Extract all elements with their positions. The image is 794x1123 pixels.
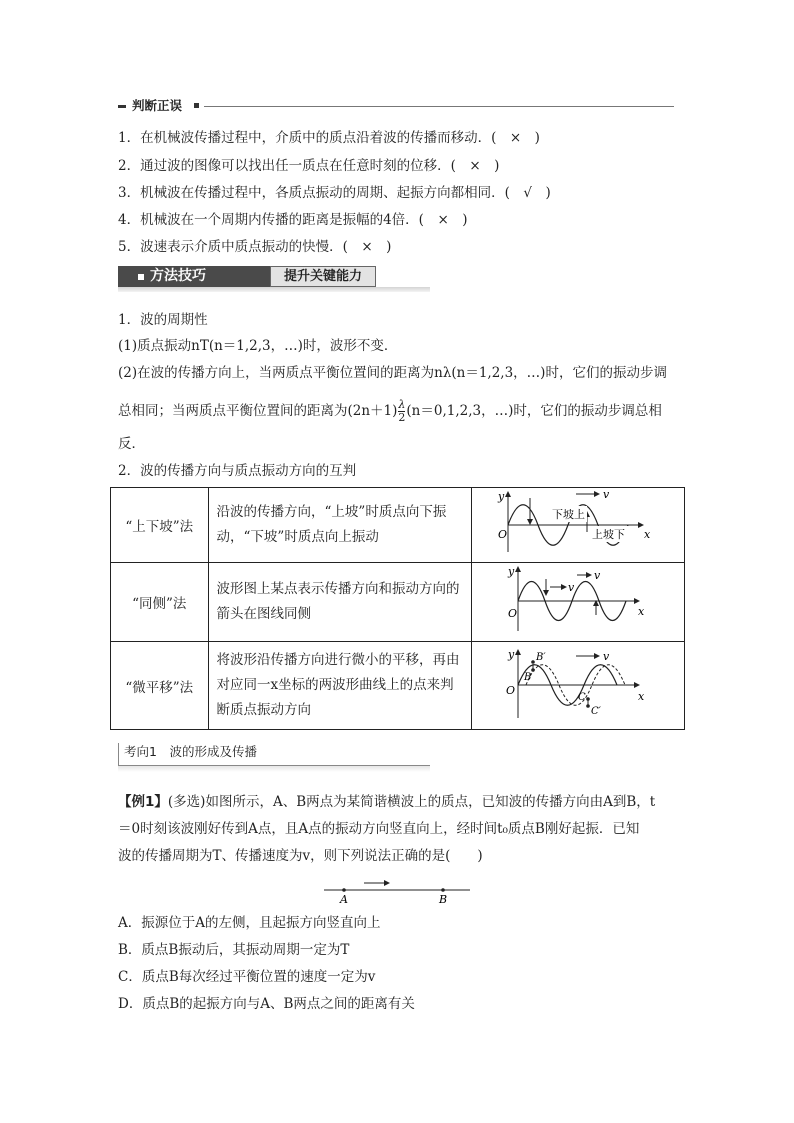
judge-item-1: 1．在机械波传播过程中，介质中的质点沿着波的传播而移动．( × ) xyxy=(118,130,540,146)
table-row xyxy=(111,642,685,730)
vibration-arrowhead-1 xyxy=(543,590,549,596)
slope-method-figure xyxy=(472,488,684,558)
v-label-2: v xyxy=(593,569,601,582)
judge-title: 判断正误 xyxy=(132,98,183,113)
b-label: B xyxy=(439,893,448,906)
downslope-label: 下坡上 xyxy=(551,508,585,521)
topic-fade xyxy=(118,766,430,772)
judge-section-header xyxy=(118,98,674,114)
b-label: B xyxy=(523,671,532,683)
topic-label: 考向1 波的形成及传播 xyxy=(124,744,257,759)
option-b: B．质点B振动后，其振动周期一定为T xyxy=(118,942,350,958)
fraction-denominator: 2 xyxy=(398,411,406,424)
method-line-1: (1)质点振动nT(n＝1,2,3，…)时，波形不变． xyxy=(118,338,398,354)
header-rule xyxy=(204,106,674,107)
method-desc: 沿波的传播方向，“上坡”时质点向下振动，“下坡”时质点向上振动 xyxy=(208,488,471,563)
method-heading-2: 2．波的传播方向与质点振动方向的互判 xyxy=(118,463,357,479)
fraction-numerator: λ xyxy=(398,398,406,411)
method-figure-cell xyxy=(471,563,684,642)
x-label: x xyxy=(643,528,651,541)
method-figure-cell xyxy=(471,642,684,730)
example-tag: 【例1】 xyxy=(118,794,168,810)
point-a xyxy=(342,888,346,892)
v-label-1: v xyxy=(567,581,575,594)
judge-item-4: 4．机械波在一个周期内传播的距离是振幅的4倍．( × ) xyxy=(118,212,468,228)
banner-shadow xyxy=(118,287,430,292)
velocity-arrowhead-1 xyxy=(561,584,567,590)
v-label: v xyxy=(602,488,610,501)
method-heading-1: 1．波的周期性 xyxy=(118,312,208,328)
example-text-1: (多选)如图所示，A、B两点为某简谐横波上的质点，已知波的传播方向由A到B，t xyxy=(167,794,656,810)
x-label: x xyxy=(637,605,645,618)
method-desc: 将波形沿传播方向进行微小的平移，再由对应同一x坐标的两波形曲线上的点来判断质点振动方向 xyxy=(208,642,471,730)
y-label: y xyxy=(507,647,515,661)
topic-vline xyxy=(118,743,119,765)
method-line-3b: (n＝0,1,2,3，…)时，它们的振动步调总相 xyxy=(406,403,662,419)
option-a: A．振源位于A的左侧，且起振方向竖直向上 xyxy=(118,915,381,931)
method-name: “微平移”法 xyxy=(111,642,209,730)
c-prime-label: C′ xyxy=(590,705,601,717)
upslope-label: 上坡下 xyxy=(591,528,625,541)
method-table xyxy=(110,487,685,730)
origin-label: O xyxy=(507,607,518,620)
y-axis-arrow xyxy=(515,649,521,655)
same-side-method-figure xyxy=(472,563,684,637)
table-row xyxy=(111,563,685,642)
translation-method-figure xyxy=(472,644,684,724)
ab-diagram xyxy=(322,876,472,906)
banner-square-icon xyxy=(138,274,144,280)
judge-item-3: 3．机械波在传播过程中，各质点振动的周期、起振方向都相同．( √ ) xyxy=(118,185,551,201)
b-prime-label: B′ xyxy=(535,651,546,663)
x-axis-arrow xyxy=(634,598,640,604)
v-label: v xyxy=(602,649,610,663)
method-banner xyxy=(118,266,430,292)
y-axis-arrow xyxy=(515,566,521,572)
method-line-4: 反． xyxy=(118,436,145,452)
method-line-2: (2)在波的传播方向上，当两质点平衡位置间的距离为nλ(n＝1,2,3，…)时，它们的振动步调 xyxy=(118,365,667,381)
y-axis-arrow xyxy=(505,491,511,497)
velocity-arrowhead-2 xyxy=(586,572,592,578)
topic-header xyxy=(118,741,430,775)
origin-label: O xyxy=(497,528,508,541)
velocity-arrowhead xyxy=(594,491,600,497)
method-figure-cell xyxy=(471,488,684,563)
example-line-2: ＝0时刻该波刚好传到A点，且A点的振动方向竖直向上，经时间t₀质点B刚好起振．已知 xyxy=(118,821,640,837)
banner-dark-label: 方法技巧 xyxy=(118,266,270,287)
example-line-3: 波的传播周期为T、传播速度为v，则下列说法正确的是( ) xyxy=(118,848,483,864)
slope-down-arrowhead xyxy=(527,519,533,525)
method-name: “上下坡”法 xyxy=(111,488,209,563)
option-d: D．质点B的起振方向与A、B两点之间的距离有关 xyxy=(118,996,415,1012)
lambda-fraction xyxy=(398,399,405,424)
x-label: x xyxy=(637,689,645,703)
origin-label: O xyxy=(505,683,516,697)
propagation-arrowhead xyxy=(384,880,390,886)
option-c: C．质点B每次经过平衡位置的速度一定为v xyxy=(118,969,376,985)
velocity-arrowhead xyxy=(594,653,600,659)
header-bar xyxy=(118,105,126,108)
banner-light-label: 提升关键能力 xyxy=(270,266,376,287)
method-line-3 xyxy=(118,399,662,424)
c-label: C xyxy=(577,691,586,703)
header-dot xyxy=(194,103,199,108)
method-name: “同侧”法 xyxy=(111,563,209,642)
a-label: A xyxy=(340,893,348,906)
x-axis-arrow xyxy=(634,682,640,688)
method-desc: 波形图上某点表示传播方向和振动方向的箭头在图线同侧 xyxy=(208,563,471,642)
judge-item-5: 5．波速表示介质中质点振动的快慢．( × ) xyxy=(118,239,392,255)
judge-item-2: 2．通过波的图像可以找出任一质点在任意时刻的位移．( × ) xyxy=(118,158,500,174)
y-label: y xyxy=(497,490,505,503)
point-b xyxy=(441,888,445,892)
y-label: y xyxy=(507,565,515,578)
table-row xyxy=(111,488,685,563)
point-b-prime xyxy=(531,660,535,664)
example-line-1 xyxy=(118,792,655,812)
method-line-3a: 总相同；当两质点平衡位置间的距离为(2n＋1) xyxy=(118,403,398,419)
